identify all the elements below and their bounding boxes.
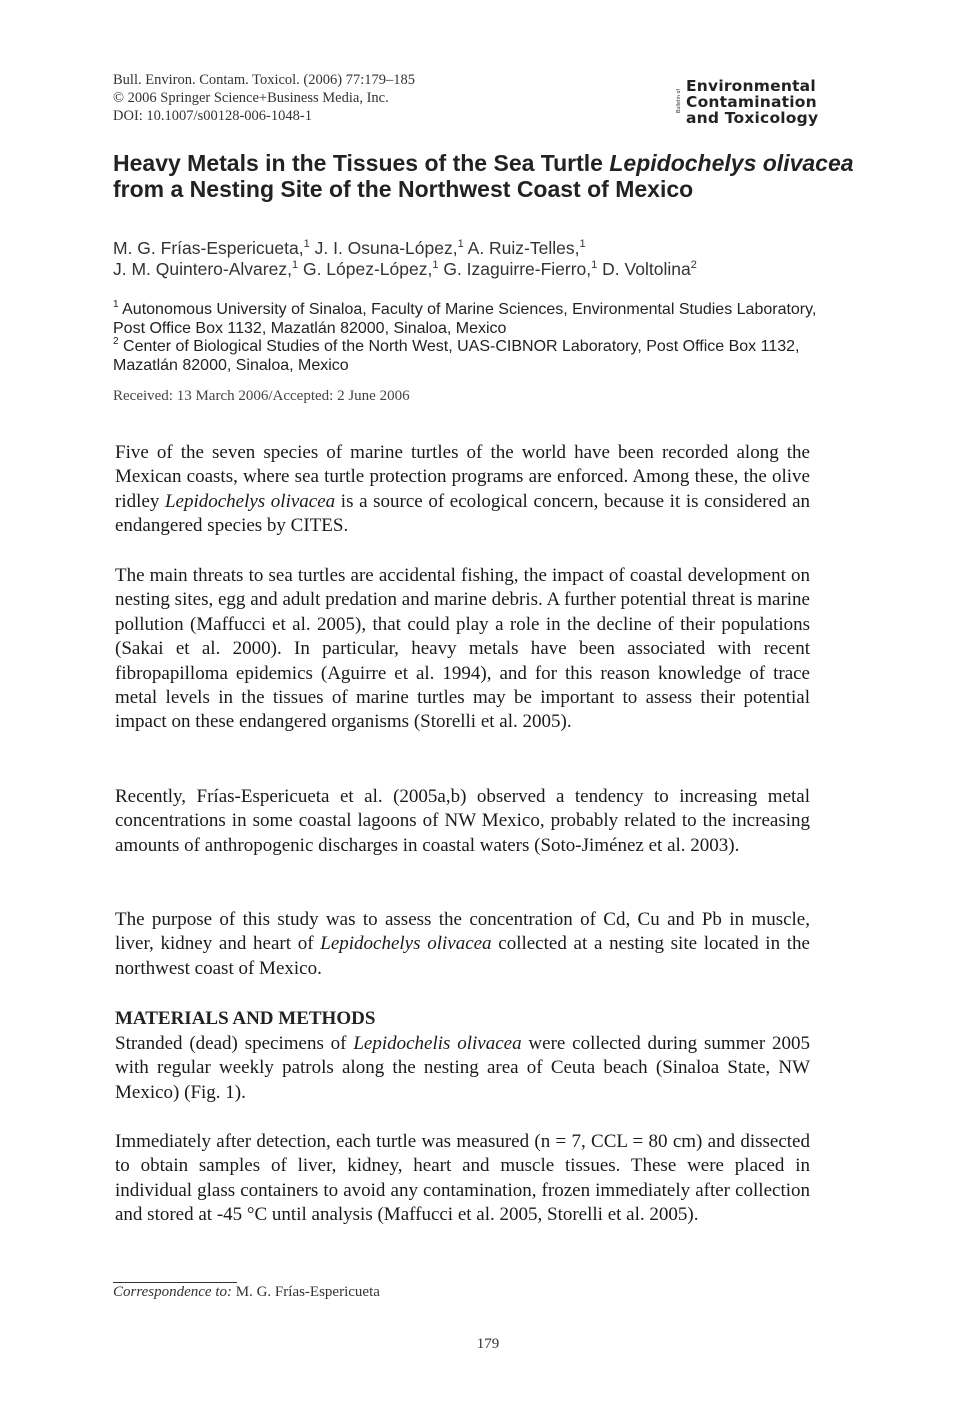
paper-title — [113, 150, 873, 202]
body-paragraph-1 — [115, 441, 810, 539]
correspondence-footnote — [113, 1284, 380, 1301]
author-affiliation-marker: 1 — [457, 238, 464, 250]
footnote-divider — [113, 1282, 237, 1283]
author-name: M. G. Frías-Espericueta, — [113, 238, 304, 258]
body-paragraph-5 — [115, 1032, 810, 1105]
paragraph-text: Stranded (dead) specimens of — [115, 1033, 354, 1054]
author-affiliation-marker: 2 — [690, 259, 697, 271]
species-name: Lepidochelys olivacea — [164, 490, 336, 512]
paragraph-text: were collected during summer 2005 with regular weekly patrols along the nesting area of Ceuta beach (Sinaloa State, NW Mexico) (Fig. 1). — [115, 1033, 810, 1103]
affiliations — [113, 301, 833, 375]
logo-line-2: Contamination — [686, 93, 817, 111]
body-paragraph-6 — [115, 1130, 810, 1228]
author-affiliation-marker: 1 — [291, 259, 299, 271]
species-name: Lepidochelis olivacea — [353, 1033, 522, 1054]
section-heading: MATERIALS AND METHODS — [115, 1008, 376, 1029]
author-name: G. López-López, — [302, 259, 433, 279]
paragraph-text: Immediately after detection, each turtle was measured (n = 7, CCL = 80 cm) and dissected to obtain samples of liver, kidney, heart and muscle tissues. These were placed in individual glass containers to avoid any contamination, frozen immediately after collection and stored at -45 °C until analysis (Maffucci et al. 2005, Storelli et al. 2005). — [115, 1131, 810, 1226]
author-name: J. I. Osuna-López, — [314, 238, 458, 258]
paragraph-text: is a source of ecological concern, because it is considered an endangered species by CITES. — [115, 490, 810, 537]
paragraph-text: collected at a nesting site located in the northwest coast of Mexico. — [115, 933, 810, 979]
logo-line-3: and Toxicology — [686, 109, 819, 127]
affiliation-marker: 1 — [113, 299, 119, 310]
citation-line: Bull. Environ. Contam. Toxicol. (2006) 77:179–185 — [113, 72, 415, 88]
affiliation-item — [113, 338, 833, 375]
affiliation-marker: 2 — [113, 336, 119, 347]
title-part-1: Heavy Metals in the Tissues of the Sea Turtle — [113, 150, 610, 176]
body-paragraph-2 — [115, 564, 810, 735]
paragraph-text: The main threats to sea turtles are accidental fishing, the impact of coastal development on nesting sites, egg and adult predation and marine debris. A further potential threat is marine pollution (Maffucci et al. 2005), that could play a role in the decline of their populations (Sakai et al. 2000). In particular, heavy metals have been associated with recent fibropapilloma epidemics (Aguirre et al. 1994), and for this reason knowledge of trace metal levels in the tissues of marine turtles may be important to assess their potential impact on these endangered organisms (Storelli et al. 2005). — [115, 565, 810, 733]
paragraph-text: The purpose of this study was to assess the concentration of Cd, Cu and Pb in muscle, liver, kidney and heart of — [115, 909, 810, 955]
author-list — [113, 238, 873, 280]
logo-prefix: Bulletin of — [676, 88, 682, 114]
journal-logo — [676, 76, 838, 126]
doi-line: DOI: 10.1007/s00128-006-1048-1 — [113, 108, 312, 124]
title-part-2: from a Nesting Site of the Northwest Coast of Mexico — [113, 176, 694, 202]
affiliation-text: Autonomous University of Sinaloa, Faculty of Marine Sciences, Environmental Studies Laboratory, Post Office Box 1132, Mazatlán 82000, Sinaloa, Mexico — [113, 301, 817, 337]
author-affiliation-marker: 1 — [591, 259, 598, 271]
title-species: Lepidochelys olivacea — [609, 150, 854, 176]
footnote-label: Correspondence to: — [113, 1284, 233, 1300]
affiliation-text: Center of Biological Studies of the North West, UAS-CIBNOR Laboratory, Post Office Box 1132, Mazatlán 82000, Sinaloa, Mexico — [113, 338, 800, 374]
copyright-line: © 2006 Springer Science+Business Media, Inc. — [113, 90, 389, 106]
page-number: 179 — [476, 1336, 500, 1352]
author-name: D. Voltolina — [602, 259, 691, 279]
footnote-name: M. G. Frías-Espericueta — [232, 1284, 380, 1300]
affiliation-item — [113, 301, 833, 338]
species-name: Lepidochelys olivacea — [320, 933, 492, 955]
journal-citation — [113, 71, 415, 125]
paragraph-text: Recently, Frías-Espericueta et al. (2005a,b) observed a tendency to increasing metal concentrations in some coastal lagoons of NW Mexico, probably related to the increasing amounts of anthropogenic discharges in coastal waters (Soto-Jiménez et al. 2003). — [115, 786, 810, 856]
author-affiliation-marker: 1 — [579, 238, 586, 250]
body-paragraph-4 — [115, 908, 810, 981]
logo-line-1: Environmental — [686, 77, 816, 95]
received-dates: Received: 13 March 2006/Accepted: 2 June 2006 — [113, 388, 410, 404]
paragraph-text: Five of the seven species of marine turtles of the world have been recorded along the Mexican coasts, where sea turtle protection programs are enforced. Among these, the olive ridley — [115, 442, 810, 512]
author-name: A. Ruiz-Telles, — [467, 238, 580, 258]
author-name: G. Izaguirre-Fierro, — [443, 259, 592, 279]
body-paragraph-3 — [115, 785, 810, 858]
author-affiliation-marker: 1 — [432, 259, 439, 271]
author-affiliation-marker: 1 — [303, 238, 310, 250]
author-name: J. M. Quintero-Alvarez, — [113, 259, 292, 279]
